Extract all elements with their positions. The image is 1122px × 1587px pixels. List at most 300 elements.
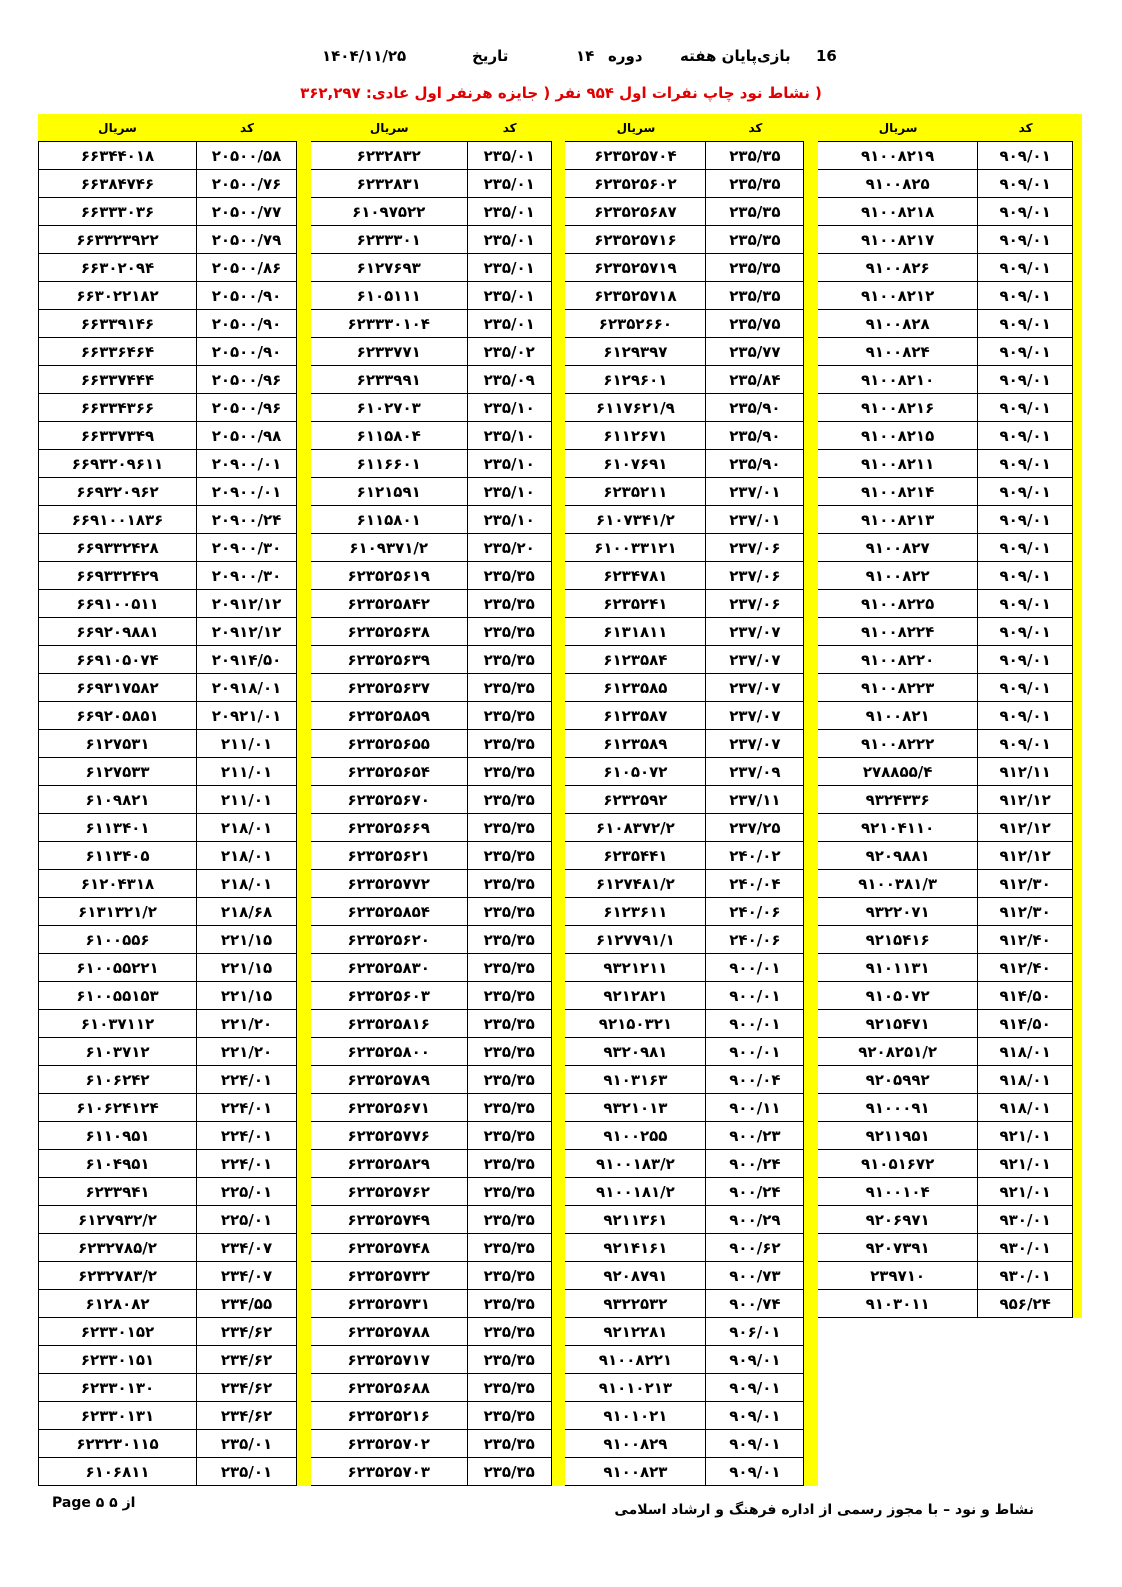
code-cell: ۲۳۷/۰۷ [706, 646, 804, 674]
code-cell: ۲۳۵/۳۵ [468, 1318, 552, 1346]
code-cell: ۹۰۹/۰۱ [978, 254, 1073, 282]
serial-cell: ۶۲۳۳۷۷۱ [311, 338, 468, 366]
serial-cell: ۶۶۳۳۷۳۴۹ [38, 422, 197, 450]
serial-cell: ۶۱۲۳۵۸۵ [565, 674, 706, 702]
code-cell: ۹۰۹/۰۱ [706, 1374, 804, 1402]
code-cell: ۲۲۴/۰۱ [197, 1122, 297, 1150]
code-cell: ۹۰۹/۰۱ [978, 394, 1073, 422]
sheet-number: 16 [816, 47, 837, 65]
code-cell: ۲۰۹۱۲/۱۲ [197, 590, 297, 618]
code-cell: ۲۳۷/۰۱ [706, 506, 804, 534]
serial-cell: ۶۲۳۵۲۵۶۸۷ [565, 198, 706, 226]
code-cell: ۲۳۵/۱۰ [468, 478, 552, 506]
code-cell: ۲۳۵/۰۱ [468, 254, 552, 282]
code-cell: ۲۳۵/۲۰ [468, 534, 552, 562]
code-cell: ۲۳۵/۳۵ [468, 730, 552, 758]
serial-cell: ۹۱۰۰۳۸۱/۳ [818, 870, 978, 898]
code-cell: ۲۳۵/۳۵ [468, 562, 552, 590]
serial-cell: ۶۲۳۵۲۵۸۴۲ [311, 590, 468, 618]
serial-cell: ۹۳۲۱۲۱۱ [565, 954, 706, 982]
serial-cell: ۶۲۳۵۲۵۷۷۶ [311, 1122, 468, 1150]
column-group-4 [38, 114, 297, 1486]
code-cell: ۹۰۰/۲۹ [706, 1206, 804, 1234]
column-group-1 [818, 114, 1073, 1318]
serial-cell: ۶۱۲۳۶۱۱ [565, 898, 706, 926]
serial-cell: ۹۱۰۰۸۲۲۴ [818, 618, 978, 646]
serial-cell: ۹۱۰۰۸۲۵ [818, 170, 978, 198]
page-indicator: Page ۵ از ۵ [52, 1495, 136, 1511]
serial-cell: ۶۲۳۲۸۳۱ [311, 170, 468, 198]
code-cell: ۹۲۱/۰۱ [978, 1150, 1073, 1178]
serial-cell: ۹۱۰۵۱۶۷۲ [818, 1150, 978, 1178]
serial-cell: ۹۱۰۰۸۲۱۸ [818, 198, 978, 226]
code-cell: ۲۳۵/۰۱ [197, 1458, 297, 1486]
serial-cell: ۹۲۰۵۹۹۲ [818, 1066, 978, 1094]
serial-cell: ۶۲۳۵۲۵۶۷۰ [311, 786, 468, 814]
code-cell: ۹۰۹/۰۱ [978, 366, 1073, 394]
serial-cell: ۶۱۰۲۷۰۳ [311, 394, 468, 422]
serial-cell: ۶۶۹۳۳۲۴۲۸ [38, 534, 197, 562]
serial-cell: ۶۲۳۵۲۵۷۴۸ [311, 1234, 468, 1262]
serial-cell: ۹۱۰۰۸۲۱۳ [818, 506, 978, 534]
code-cell: ۲۳۵/۰۱ [197, 1430, 297, 1458]
code-cell: ۲۳۵/۸۴ [706, 366, 804, 394]
serial-cell: ۶۲۳۵۲۵۷۸۹ [311, 1066, 468, 1094]
serial-cell: ۶۱۰۷۳۴۱/۲ [565, 506, 706, 534]
code-cell: ۹۰۹/۰۱ [978, 534, 1073, 562]
code-cell: ۹۱۴/۵۰ [978, 1010, 1073, 1038]
serial-cell: ۶۶۹۳۲۰۹۶۱۱ [38, 450, 197, 478]
serial-cell: ۹۱۰۵۰۷۲ [818, 982, 978, 1010]
code-cell: ۹۱۲/۴۰ [978, 926, 1073, 954]
code-cell: ۹۰۰/۰۱ [706, 954, 804, 982]
code-cell: ۹۰۹/۰۱ [978, 730, 1073, 758]
serial-cell: ۶۲۳۵۲۵۸۰۰ [311, 1038, 468, 1066]
period-label: دوره [608, 47, 643, 65]
code-cell: ۲۳۴/۰۷ [197, 1234, 297, 1262]
code-cell: ۹۱۲/۱۲ [978, 842, 1073, 870]
serial-cell: ۶۶۹۱۰۰۵۱۱ [38, 590, 197, 618]
code-cell: ۹۰۹/۰۱ [978, 198, 1073, 226]
serial-cell: ۶۲۳۵۲۵۷۸۸ [311, 1318, 468, 1346]
serial-cell: ۶۱۱۵۸۰۱ [311, 506, 468, 534]
serial-cell: ۶۱۰۰۵۵۶ [38, 926, 197, 954]
serial-cell: ۹۱۰۰۸۲۲ [818, 562, 978, 590]
serial-header: سریال [38, 114, 197, 142]
serial-cell: ۹۱۰۰۸۲۲۱ [565, 1346, 706, 1374]
serial-cell: ۹۱۰۰۸۲۱۷ [818, 226, 978, 254]
serial-cell: ۶۱۲۷۷۹۱/۱ [565, 926, 706, 954]
code-cell: ۲۴۰/۰۶ [706, 926, 804, 954]
code-cell: ۲۰۹۲۱/۰۱ [197, 702, 297, 730]
code-cell: ۲۳۴/۶۲ [197, 1318, 297, 1346]
serial-cell: ۶۲۳۵۲۵۷۱۷ [311, 1346, 468, 1374]
code-cell: ۲۳۵/۳۵ [468, 702, 552, 730]
serial-cell: ۶۱۰۰۵۵۱۵۳ [38, 982, 197, 1010]
code-cell: ۲۰۹۰۰/۰۱ [197, 478, 297, 506]
serial-cell: ۶۲۳۳۰۱۳۱ [38, 1402, 197, 1430]
serial-cell: ۶۲۳۵۲۵۶۳۸ [311, 618, 468, 646]
serial-cell: ۹۱۰۱۰۲۱۳ [565, 1374, 706, 1402]
serial-cell: ۹۱۰۳۰۱۱ [818, 1290, 978, 1318]
code-cell: ۹۵۶/۲۴ [978, 1290, 1073, 1318]
code-cell: ۹۰۹/۰۱ [706, 1458, 804, 1486]
code-cell: ۲۳۵/۳۵ [468, 618, 552, 646]
code-cell: ۹۱۲/۱۱ [978, 758, 1073, 786]
serial-cell: ۶۱۰۶۸۱۱ [38, 1458, 197, 1486]
serial-cell: ۶۲۳۵۲۵۷۱۸ [565, 282, 706, 310]
serial-cell: ۶۲۳۵۲۵۸۲۹ [311, 1150, 468, 1178]
code-cell: ۲۱۱/۰۱ [197, 758, 297, 786]
code-cell: ۹۰۹/۰۱ [706, 1430, 804, 1458]
serial-cell: ۹۱۰۰۸۲۱۵ [818, 422, 978, 450]
code-cell: ۲۳۵/۰۱ [468, 198, 552, 226]
code-cell: ۲۰۵۰۰/۵۸ [197, 142, 297, 170]
serial-cell: ۶۱۲۷۵۳۱ [38, 730, 197, 758]
serial-cell: ۶۲۳۵۲۵۶۵۴ [311, 758, 468, 786]
code-cell: ۲۳۵/۰۲ [468, 338, 552, 366]
code-cell: ۲۳۷/۰۶ [706, 590, 804, 618]
serial-cell: ۶۲۳۵۲۵۷۴۹ [311, 1206, 468, 1234]
serial-cell: ۶۱۱۷۶۲۱/۹ [565, 394, 706, 422]
serial-cell: ۶۶۹۲۰۹۸۸۱ [38, 618, 197, 646]
serial-cell: ۶۲۳۵۲۱۱ [565, 478, 706, 506]
serial-cell: ۶۶۳۳۹۱۴۶ [38, 310, 197, 338]
serial-cell: ۶۲۳۵۲۵۷۰۳ [311, 1458, 468, 1486]
serial-cell: ۶۱۰۳۷۱۲ [38, 1038, 197, 1066]
serial-cell: ۶۲۳۵۲۵۶۷۱ [311, 1094, 468, 1122]
serial-cell: ۶۲۳۳۳۰۱۰۴ [311, 310, 468, 338]
code-cell: ۹۰۹/۰۱ [978, 646, 1073, 674]
code-cell: ۹۲۱/۰۱ [978, 1178, 1073, 1206]
code-cell: ۲۳۵/۳۵ [468, 1346, 552, 1374]
serial-cell: ۹۱۰۰۸۲۱ [818, 702, 978, 730]
serial-cell: ۶۲۳۵۲۵۸۵۴ [311, 898, 468, 926]
serial-cell: ۶۱۲۸۰۸۲ [38, 1290, 197, 1318]
serial-cell: ۶۶۳۳۶۴۶۴ [38, 338, 197, 366]
serial-cell: ۹۱۰۰۸۲۱۰ [818, 366, 978, 394]
code-cell: ۹۰۰/۱۱ [706, 1094, 804, 1122]
code-cell: ۲۳۵/۱۰ [468, 422, 552, 450]
serial-cell: ۶۲۳۵۲۵۶۸۸ [311, 1374, 468, 1402]
code-cell: ۹۳۰/۰۱ [978, 1206, 1073, 1234]
serial-cell: ۹۱۰۰۸۲۱۶ [818, 394, 978, 422]
serial-cell: ۶۲۳۵۲۴۱ [565, 590, 706, 618]
code-cell: ۲۳۷/۰۷ [706, 618, 804, 646]
serial-cell: ۹۱۰۰۸۲۲۰ [818, 646, 978, 674]
serial-cell: ۹۲۰۸۲۵۱/۲ [818, 1038, 978, 1066]
code-header: کد [978, 114, 1073, 142]
code-cell: ۹۱۲/۳۰ [978, 898, 1073, 926]
serial-cell: ۶۱۲۳۵۸۹ [565, 730, 706, 758]
code-cell: ۲۲۵/۰۱ [197, 1178, 297, 1206]
serial-cell: ۹۱۰۰۲۵۵ [565, 1122, 706, 1150]
serial-cell: ۶۲۳۲۵۹۲ [565, 786, 706, 814]
serial-cell: ۲۳۹۷۱۰ [818, 1262, 978, 1290]
serial-cell: ۶۲۳۵۲۵۷۰۴ [565, 142, 706, 170]
serial-cell: ۲۷۸۸۵۵/۴ [818, 758, 978, 786]
serial-cell: ۶۲۳۵۲۵۲۱۶ [311, 1402, 468, 1430]
code-cell: ۲۳۴/۶۲ [197, 1374, 297, 1402]
serial-cell: ۹۱۰۰۸۲۹ [565, 1430, 706, 1458]
code-cell: ۲۴۰/۰۶ [706, 898, 804, 926]
code-cell: ۲۳۵/۰۱ [468, 142, 552, 170]
serial-cell: ۶۱۱۵۸۰۴ [311, 422, 468, 450]
code-cell: ۹۰۹/۰۱ [978, 338, 1073, 366]
separator-strip [552, 114, 566, 1486]
serial-cell: ۶۲۳۵۲۵۸۱۶ [311, 1010, 468, 1038]
code-cell: ۲۳۵/۰۹ [468, 366, 552, 394]
code-cell: ۲۳۵/۳۵ [468, 1038, 552, 1066]
code-cell: ۲۳۷/۰۶ [706, 534, 804, 562]
serial-cell: ۶۶۹۱۰۰۱۸۳۶ [38, 506, 197, 534]
code-cell: ۲۳۵/۳۵ [468, 786, 552, 814]
code-cell: ۲۰۵۰۰/۹۶ [197, 366, 297, 394]
serial-cell: ۶۱۱۰۹۵۱ [38, 1122, 197, 1150]
code-cell: ۹۰۰/۰۱ [706, 1010, 804, 1038]
code-cell: ۲۳۵/۳۵ [706, 142, 804, 170]
code-cell: ۲۱۸/۶۸ [197, 898, 297, 926]
serial-cell: ۶۱۰۶۲۴۱۲۴ [38, 1094, 197, 1122]
serial-cell: ۶۲۳۵۲۵۶۰۳ [311, 982, 468, 1010]
code-cell: ۹۱۸/۰۱ [978, 1066, 1073, 1094]
serial-cell: ۶۱۲۹۶۰۱ [565, 366, 706, 394]
serial-cell: ۶۶۳۸۴۷۴۶ [38, 170, 197, 198]
code-cell: ۲۰۵۰۰/۹۸ [197, 422, 297, 450]
code-cell: ۲۳۵/۳۵ [468, 590, 552, 618]
code-cell: ۲۳۵/۳۵ [468, 1430, 552, 1458]
serial-cell: ۶۲۳۲۸۳۲ [311, 142, 468, 170]
code-cell: ۹۰۹/۰۱ [978, 506, 1073, 534]
code-cell: ۲۳۵/۹۰ [706, 450, 804, 478]
code-cell: ۲۰۹۰۰/۳۰ [197, 534, 297, 562]
serial-cell: ۶۲۳۵۲۵۶۰۲ [565, 170, 706, 198]
serial-cell: ۶۱۲۰۴۳۱۸ [38, 870, 197, 898]
license-note: نشاط و نود – با مجوز رسمی از اداره فرهنگ و ارشاد اسلامی [614, 1502, 1034, 1518]
serial-cell: ۹۲۱۱۳۶۱ [565, 1206, 706, 1234]
code-cell: ۲۳۵/۳۵ [468, 1010, 552, 1038]
serial-cell: ۹۲۱۴۱۶۱ [565, 1234, 706, 1262]
code-cell: ۲۳۵/۰۱ [468, 170, 552, 198]
code-cell: ۲۳۵/۳۵ [468, 646, 552, 674]
serial-cell: ۶۲۳۳۹۹۱ [311, 366, 468, 394]
code-cell: ۲۰۵۰۰/۷۶ [197, 170, 297, 198]
code-cell: ۲۰۵۰۰/۹۰ [197, 310, 297, 338]
serial-cell: ۹۲۰۷۳۹۱ [818, 1234, 978, 1262]
serial-cell: ۶۱۱۲۶۷۱ [565, 422, 706, 450]
code-cell: ۹۰۰/۰۱ [706, 1038, 804, 1066]
serial-cell: ۶۲۳۵۲۵۶۵۵ [311, 730, 468, 758]
code-cell: ۲۰۵۰۰/۹۰ [197, 338, 297, 366]
code-cell: ۲۳۵/۳۵ [706, 170, 804, 198]
serial-header: سریال [818, 114, 978, 142]
code-cell: ۲۰۹۰۰/۰۱ [197, 450, 297, 478]
serial-cell: ۶۱۱۳۴۰۱ [38, 814, 197, 842]
code-cell: ۲۳۵/۹۰ [706, 422, 804, 450]
code-cell: ۲۳۵/۳۵ [468, 982, 552, 1010]
code-cell: ۲۳۷/۰۷ [706, 730, 804, 758]
code-cell: ۲۳۵/۰۱ [468, 282, 552, 310]
code-cell: ۲۳۷/۱۱ [706, 786, 804, 814]
serial-cell: ۶۱۰۶۲۴۲ [38, 1066, 197, 1094]
serial-cell: ۹۱۰۱۱۳۱ [818, 954, 978, 982]
serial-cell: ۶۲۳۵۲۵۶۲۱ [311, 842, 468, 870]
code-cell: ۹۰۹/۰۱ [978, 674, 1073, 702]
serial-cell: ۶۱۰۷۶۹۱ [565, 450, 706, 478]
code-cell: ۹۰۹/۰۱ [978, 562, 1073, 590]
date-value: ۱۴۰۴/۱۱/۲۵ [322, 47, 407, 65]
code-cell: ۹۰۹/۰۱ [978, 590, 1073, 618]
code-cell: ۲۱۸/۰۱ [197, 814, 297, 842]
code-cell: ۲۳۵/۳۵ [468, 1402, 552, 1430]
serial-cell: ۶۱۲۱۵۹۱ [311, 478, 468, 506]
code-cell: ۲۳۵/۳۵ [468, 1122, 552, 1150]
serial-cell: ۹۲۰۸۷۹۱ [565, 1262, 706, 1290]
serial-cell: ۶۲۳۵۲۵۶۳۷ [311, 674, 468, 702]
serial-cell: ۹۱۰۰۸۲۱۹ [818, 142, 978, 170]
code-cell: ۲۲۵/۰۱ [197, 1206, 297, 1234]
serial-cell: ۶۱۲۷۵۳۳ [38, 758, 197, 786]
serial-cell: ۶۱۰۸۳۷۲/۲ [565, 814, 706, 842]
serial-cell: ۹۱۰۰۸۲۲۲ [818, 730, 978, 758]
code-cell: ۹۱۲/۴۰ [978, 954, 1073, 982]
code-cell: ۹۰۹/۰۱ [706, 1346, 804, 1374]
code-cell: ۲۰۹۱۴/۵۰ [197, 646, 297, 674]
serial-cell: ۶۲۳۳۳۰۱ [311, 226, 468, 254]
game-label: بازی‌پایان هفته [680, 47, 791, 65]
code-cell: ۹۰۹/۰۱ [978, 310, 1073, 338]
code-cell: ۲۰۵۰۰/۸۶ [197, 254, 297, 282]
code-cell: ۲۱۸/۰۱ [197, 842, 297, 870]
code-cell: ۹۱۲/۳۰ [978, 870, 1073, 898]
code-cell: ۲۲۱/۲۰ [197, 1038, 297, 1066]
serial-cell: ۶۲۳۵۲۵۷۳۲ [311, 1262, 468, 1290]
code-cell: ۹۰۹/۰۱ [978, 422, 1073, 450]
serial-cell: ۶۱۱۶۶۰۱ [311, 450, 468, 478]
code-cell: ۲۳۷/۲۵ [706, 814, 804, 842]
serial-cell: ۶۶۹۳۲۰۹۶۲ [38, 478, 197, 506]
code-cell: ۲۳۷/۰۱ [706, 478, 804, 506]
code-cell: ۲۱۱/۰۱ [197, 786, 297, 814]
serial-cell: ۶۲۳۲۳۰۱۱۵ [38, 1430, 197, 1458]
serial-cell: ۶۲۳۵۲۵۶۲۰ [311, 926, 468, 954]
code-cell: ۲۳۵/۳۵ [706, 254, 804, 282]
code-cell: ۲۲۱/۱۵ [197, 926, 297, 954]
code-cell: ۲۳۵/۳۵ [468, 1178, 552, 1206]
serial-cell: ۶۲۳۵۲۵۷۰۲ [311, 1430, 468, 1458]
serial-cell: ۹۲۱۰۴۱۱۰ [818, 814, 978, 842]
code-cell: ۹۰۹/۰۱ [706, 1402, 804, 1430]
serial-cell: ۹۱۰۰۰۹۱ [818, 1094, 978, 1122]
code-cell: ۲۳۵/۷۷ [706, 338, 804, 366]
serial-cell: ۶۶۳۴۴۰۱۸ [38, 142, 197, 170]
code-cell: ۲۰۹۱۸/۰۱ [197, 674, 297, 702]
serial-header: سریال [311, 114, 468, 142]
code-cell: ۹۲۱/۰۱ [978, 1122, 1073, 1150]
serial-cell: ۶۱۰۹۳۷۱/۲ [311, 534, 468, 562]
code-cell: ۹۰۰/۶۲ [706, 1234, 804, 1262]
code-cell: ۲۳۴/۰۷ [197, 1262, 297, 1290]
serial-cell: ۶۱۰۴۹۵۱ [38, 1150, 197, 1178]
code-cell: ۲۰۹۱۲/۱۲ [197, 618, 297, 646]
serial-cell: ۶۱۰۳۷۱۱۲ [38, 1010, 197, 1038]
serial-cell: ۶۲۳۵۲۵۷۳۱ [311, 1290, 468, 1318]
code-cell: ۲۳۵/۳۵ [468, 814, 552, 842]
code-cell: ۹۱۲/۱۲ [978, 786, 1073, 814]
serial-cell: ۶۱۲۷۶۹۳ [311, 254, 468, 282]
serial-cell: ۹۲۰۶۹۷۱ [818, 1206, 978, 1234]
code-cell: ۲۰۵۰۰/۷۷ [197, 198, 297, 226]
code-cell: ۲۰۵۰۰/۷۹ [197, 226, 297, 254]
separator-strip [1073, 114, 1082, 1318]
period-value: ۱۴ [576, 47, 595, 65]
code-cell: ۹۰۰/۲۳ [706, 1122, 804, 1150]
code-cell: ۲۳۵/۳۵ [468, 1066, 552, 1094]
code-cell: ۲۲۴/۰۱ [197, 1094, 297, 1122]
code-cell: ۲۲۴/۰۱ [197, 1150, 297, 1178]
code-cell: ۹۰۹/۰۱ [978, 282, 1073, 310]
serial-cell: ۶۲۳۲۷۸۵/۲ [38, 1234, 197, 1262]
code-cell: ۹۰۰/۷۳ [706, 1262, 804, 1290]
code-cell: ۹۰۹/۰۱ [978, 170, 1073, 198]
serial-cell: ۶۲۳۳۰۱۳۰ [38, 1374, 197, 1402]
code-cell: ۹۱۲/۱۲ [978, 814, 1073, 842]
serial-cell: ۶۶۳۳۷۴۴۴ [38, 366, 197, 394]
serial-header: سریال [565, 114, 706, 142]
code-cell: ۲۲۱/۱۵ [197, 954, 297, 982]
code-cell: ۹۰۶/۰۱ [706, 1318, 804, 1346]
serial-cell: ۹۱۰۳۱۶۳ [565, 1066, 706, 1094]
code-cell: ۲۳۵/۱۰ [468, 450, 552, 478]
code-cell: ۹۰۰/۰۴ [706, 1066, 804, 1094]
serial-cell: ۶۲۳۳۰۱۵۱ [38, 1346, 197, 1374]
serial-cell: ۹۲۱۵۴۷۱ [818, 1010, 978, 1038]
code-cell: ۹۱۸/۰۱ [978, 1094, 1073, 1122]
serial-cell: ۹۱۰۰۱۸۱/۲ [565, 1178, 706, 1206]
separator-strip [297, 114, 311, 1486]
serial-cell: ۹۱۰۰۸۲۱۲ [818, 282, 978, 310]
code-cell: ۲۳۵/۳۵ [468, 1458, 552, 1486]
code-cell: ۲۳۵/۳۵ [706, 226, 804, 254]
code-cell: ۲۳۵/۳۵ [468, 926, 552, 954]
serial-cell: ۹۱۰۰۱۸۳/۲ [565, 1150, 706, 1178]
code-cell: ۹۳۰/۰۱ [978, 1262, 1073, 1290]
code-cell: ۲۳۵/۱۰ [468, 394, 552, 422]
code-cell: ۲۰۹۰۰/۲۴ [197, 506, 297, 534]
serial-cell: ۹۲۱۵۴۱۶ [818, 926, 978, 954]
date-label: تاریخ [472, 47, 509, 65]
serial-cell: ۶۱۳۱۸۱۱ [565, 618, 706, 646]
code-cell: ۲۳۴/۶۲ [197, 1402, 297, 1430]
serial-cell: ۹۱۰۰۸۲۶ [818, 254, 978, 282]
serial-cell: ۶۱۰۵۰۷۲ [565, 758, 706, 786]
code-cell: ۲۳۵/۳۵ [468, 1094, 552, 1122]
serial-cell: ۹۱۰۱۰۲۱ [565, 1402, 706, 1430]
code-cell: ۲۳۵/۳۵ [468, 1150, 552, 1178]
code-cell: ۲۳۵/۷۵ [706, 310, 804, 338]
serial-cell: ۶۲۳۵۲۵۷۷۲ [311, 870, 468, 898]
serial-cell: ۶۶۹۱۰۵۰۷۴ [38, 646, 197, 674]
code-cell: ۲۳۵/۳۵ [468, 1262, 552, 1290]
results-table [38, 114, 1082, 1486]
code-cell: ۲۳۷/۰۷ [706, 702, 804, 730]
serial-cell: ۶۱۲۹۳۹۷ [565, 338, 706, 366]
code-cell: ۲۳۵/۳۵ [468, 1234, 552, 1262]
code-cell: ۹۰۰/۲۴ [706, 1150, 804, 1178]
code-cell: ۲۳۵/۳۵ [468, 758, 552, 786]
code-cell: ۲۰۵۰۰/۹۰ [197, 282, 297, 310]
serial-cell: ۶۲۳۵۴۴۱ [565, 842, 706, 870]
